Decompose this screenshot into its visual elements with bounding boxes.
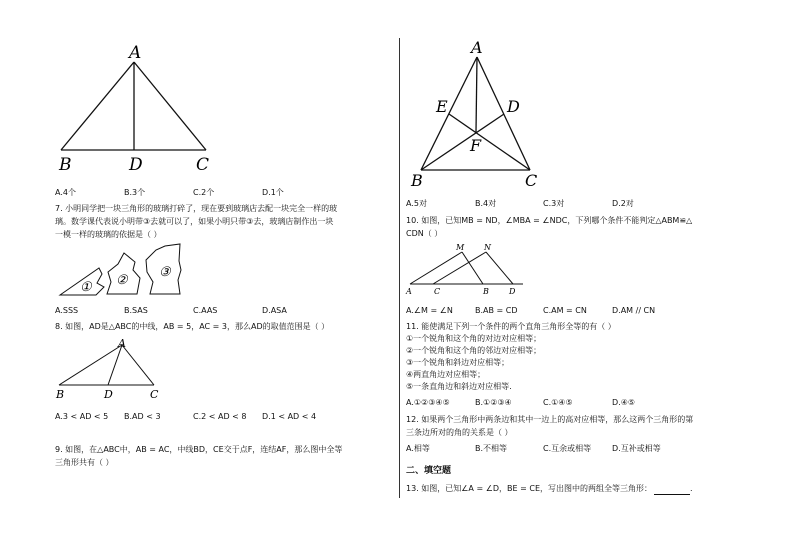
q7-line-2: 璃。数学课代表说小明带③去就可以了，如果小明只带③去，玻璃店制作出一块 (55, 217, 334, 226)
q9-option-d: D.2对 (612, 199, 634, 208)
label-c: C (196, 155, 210, 175)
q11-option-a: A.①②③④⑤ (406, 398, 450, 407)
q9-option-c: C.3对 (543, 199, 565, 208)
label-a: A (471, 38, 483, 57)
q12-option-c: C.互余或相等 (543, 444, 592, 453)
q11-option-c: C.①④⑤ (543, 398, 573, 407)
piece-3-label: ③ (159, 265, 171, 280)
q10-label-d: D (509, 287, 516, 296)
label-d: D (129, 155, 143, 175)
q11-item-3: ③一个锐角和斜边对应相等； (406, 358, 510, 367)
q10-option-b: B.AB = CD (475, 306, 518, 315)
q10-option-d: D.AM // CN (612, 306, 656, 315)
q8-label-a: A (118, 337, 126, 350)
q9-option-b: B.4对 (475, 199, 497, 208)
label-c: C (525, 171, 538, 190)
section-heading-fill-in: 二、填空题 (406, 466, 452, 476)
q12-line-1: 12. 如果两个三角形中两条边和其中一边上的高对应相等，那么这两个三角形的第 (406, 415, 694, 424)
q7-option-a: A.SSS (55, 306, 79, 315)
q7-line-1: 7. 小明同学把一块三角形的玻璃打碎了，现在要到玻璃店去配一块完全一样的玻 (55, 204, 338, 213)
q11-item-5: ⑤一条直角边和斜边对应相等. (406, 382, 512, 391)
q8-text: 8. 如图，AD是△ABC的中线，AB = 5，AC = 3，那么AD的取值范围是（ ） (55, 322, 330, 331)
q10-option-a: A.∠M = ∠N (406, 306, 453, 315)
q11-stem: 11. 能使满足下列一个条件的两个直角三角形全等的有（ ） (406, 322, 616, 331)
q12-line-2: 三条边所对的角的关系是（ ） (406, 428, 513, 437)
q6-option-b: B.3个 (124, 188, 146, 197)
q10-label-n: N (484, 243, 491, 252)
q12-option-d: D.互补或相等 (612, 444, 661, 453)
q6-option-d: D.1个 (262, 188, 284, 197)
q13-period: . (690, 484, 693, 493)
q12-option-b: B.不相等 (475, 444, 508, 453)
q11-item-2: ②一个锐角和这个角的邻边对应相等； (406, 346, 542, 355)
q10-label-m: M (456, 243, 465, 252)
q13-answer-blank (654, 486, 690, 495)
label-b: B (411, 171, 423, 190)
q9-line-2: 三角形共有（ ） (55, 458, 114, 467)
q13-text (406, 483, 693, 495)
q8-option-d: D.1 < AD < 4 (262, 412, 317, 421)
q11-option-b: B.①②③④ (475, 398, 512, 407)
q9-option-a: A.5对 (406, 199, 427, 208)
q6-option-c: C.2个 (193, 188, 215, 197)
q11-item-1: ①一个锐角和这个角的对边对应相等； (406, 334, 542, 343)
q10-option-c: C.AM = CN (543, 306, 587, 315)
q7-option-d: D.ASA (262, 306, 287, 315)
q8-option-b: B.AD < 3 (124, 412, 161, 421)
q10-label-c: C (434, 287, 441, 296)
q10-line-2: CDN（ ） (406, 229, 443, 238)
q8-label-b: B (56, 388, 65, 401)
q11-item-4: ④两直角边对应相等； (406, 370, 486, 379)
q8-option-c: C.2 < AD < 8 (193, 412, 247, 421)
q12-option-a: A.相等 (406, 444, 430, 453)
q7-line-3: 一模一样的玻璃的依据是（ ） (55, 230, 162, 239)
label-f: F (470, 136, 482, 155)
q8-label-d: D (104, 388, 113, 401)
q8-option-a: A.3 < AD < 5 (55, 412, 109, 421)
piece-2-label: ② (116, 273, 128, 288)
q9-line-1: 9. 如图，在△ABC中，AB = AC，中线BD，CE交于点F，连结AF，那么图中全等 (55, 445, 343, 454)
q7-option-c: C.AAS (193, 306, 218, 315)
q6-option-a: A.4个 (55, 188, 76, 197)
q13-stem: 13. 如图，已知∠A = ∠D，BE = CE，写出图中的两组全等三角形： (406, 484, 653, 493)
q8-label-c: C (150, 388, 159, 401)
q10-label-b: B (483, 287, 489, 296)
q11-option-d: D.④⑤ (612, 398, 636, 407)
piece-1-label: ① (80, 280, 92, 295)
label-d: D (507, 97, 520, 116)
label-a: A (129, 43, 142, 63)
label-e: E (436, 97, 448, 116)
q10-line-1: 10. 如图，已知MB = ND，∠MBA = ∠NDC，下列哪个条件不能判定△ABM≌△ (406, 216, 693, 225)
q10-label-a: A (406, 287, 412, 296)
q7-option-b: B.SAS (124, 306, 148, 315)
label-b: B (59, 155, 72, 175)
